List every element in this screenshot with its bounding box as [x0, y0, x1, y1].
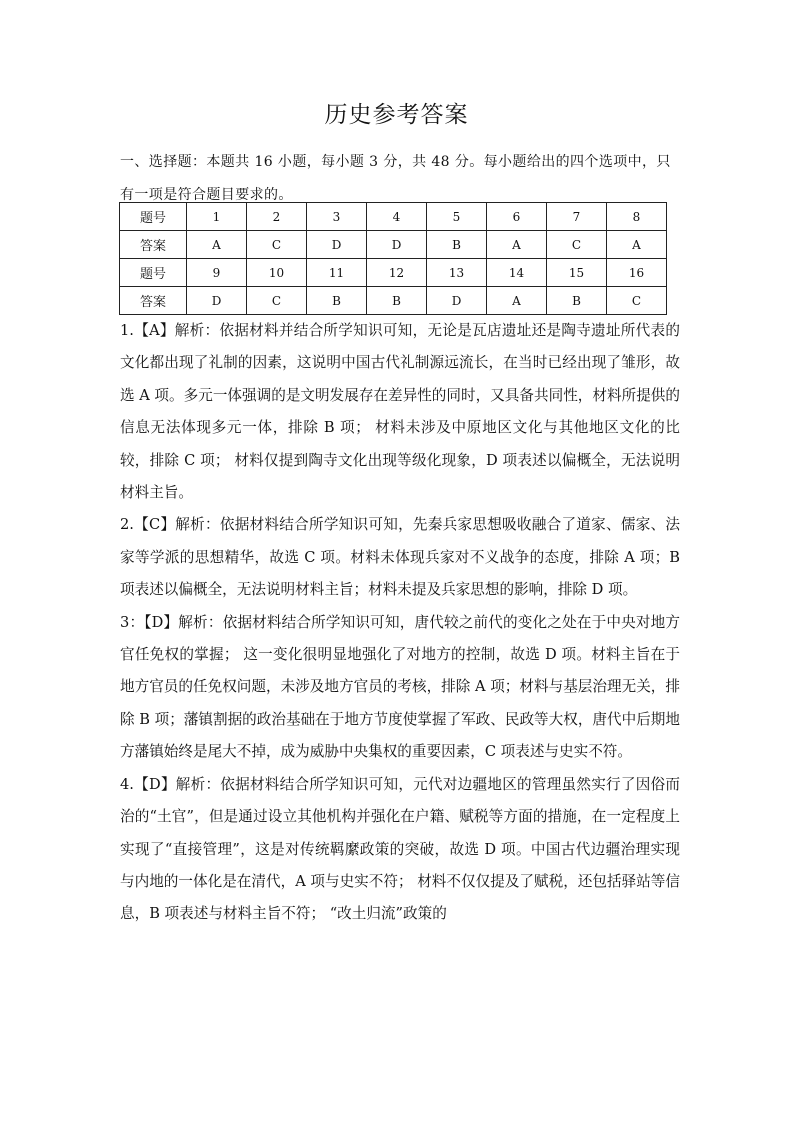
table-cell: 8 — [607, 203, 667, 231]
explanation-paragraph: 3：【D】解析：依据材料结合所学知识可知，唐代较之前代的变化之处在于中央对地方官任免权的掌握； 这一变化很明显地强化了对地方的控制，故选 D 项。材料主旨在于地方官员的任免权问题，未涉及地方官员的考核，排除 A 项；材料与基层治理无关，排除 B 项；藩镇割据的政治基础在于地方节度使掌握了军政、民政等大权，唐代中后期地方藩镇始终是尾大不掉，成为威胁中央集权的重要因素，C 项表述与史实不符。 — [120, 613, 680, 761]
table-cell: A — [187, 231, 247, 259]
table-cell: 11 — [307, 259, 367, 287]
table-cell: C — [607, 287, 667, 315]
table-cell: D — [307, 231, 367, 259]
explanation-paragraph: 4.【D】解析：依据材料结合所学知识可知，元代对边疆地区的管理虽然实行了因俗而治的“土官”，但是通过设立其他机构并强化在户籍、赋税等方面的措施，在一定程度上实现了“直接管理”，这是对传统羁縻政策的突破，故选 D 项。中国古代边疆治理实现与内地的一体化是在清代，A 项与史实不符； 材料不仅仅提及了赋税，还包括驿站等信息，B 项表述与材料主旨不符； “改土归流”政策的 — [120, 775, 680, 923]
table-row — [120, 203, 667, 231]
table-cell: 3 — [307, 203, 367, 231]
table-cell: B — [367, 287, 427, 315]
table-cell: D — [427, 287, 487, 315]
table-cell: 10 — [247, 259, 307, 287]
table-cell: B — [547, 287, 607, 315]
table-row — [120, 259, 667, 287]
table-cell: 16 — [607, 259, 667, 287]
table-cell: B — [427, 231, 487, 259]
explanation-paragraph: 2.【C】解析：依据材料结合所学知识可知，先秦兵家思想吸收融合了道家、儒家、法家等学派的思想精华，故选 C 项。材料未体现兵家对不义战争的态度，排除 A 项；B 项表述以偏概全，无法说明材料主旨；材料未提及兵家思想的影响，排除 D 项。 — [120, 516, 680, 599]
table-cell: 9 — [187, 259, 247, 287]
row-label-answer: 答案 — [120, 287, 187, 315]
explanation-paragraph: 1.【A】解析：依据材料并结合所学知识可知，无论是瓦店遗址还是陶寺遗址所代表的文化都出现了礼制的因素，这说明中国古代礼制源远流长，在当时已经出现了雏形，故选 A 项。多元一体强调的是文明发展存在差异性的同时，又具备共同性，材料所提供的信息无法体现多元一体，排除 B 项； 材料未涉及中原地区文化与其他地区文化的比较，排除 C 项； 材料仅提到陶寺文化出现等级化现象，D 项表述以偏概全，无法说明材料主旨。 — [120, 322, 680, 502]
table-cell: 1 — [187, 203, 247, 231]
table-cell: 6 — [487, 203, 547, 231]
table-cell: 14 — [487, 259, 547, 287]
table-cell: 13 — [427, 259, 487, 287]
table-row — [120, 287, 667, 315]
page-title: 历史参考答案 — [324, 102, 469, 128]
row-label-answer: 答案 — [120, 231, 187, 259]
table-cell: 2 — [247, 203, 307, 231]
table-cell: 12 — [367, 259, 427, 287]
table-cell: A — [487, 287, 547, 315]
table-cell: C — [547, 231, 607, 259]
table-cell: D — [187, 287, 247, 315]
table-cell: B — [307, 287, 367, 315]
table-cell: A — [487, 231, 547, 259]
table-cell: A — [607, 231, 667, 259]
row-label-number: 题号 — [120, 259, 187, 287]
explanations — [120, 315, 680, 931]
table-cell: 5 — [427, 203, 487, 231]
answer-table — [119, 202, 667, 315]
row-label-number: 题号 — [120, 203, 187, 231]
table-cell: D — [367, 231, 427, 259]
table-cell: 4 — [367, 203, 427, 231]
table-cell: C — [247, 287, 307, 315]
section-intro: 一、选择题：本题共 16 小题，每小题 3 分，共 48 分。每小题给出的四个选项中，只有一项是符合题目要求的。 — [120, 154, 671, 203]
table-row — [120, 231, 667, 259]
table-cell: 15 — [547, 259, 607, 287]
table-cell: C — [247, 231, 307, 259]
table-cell: 7 — [547, 203, 607, 231]
